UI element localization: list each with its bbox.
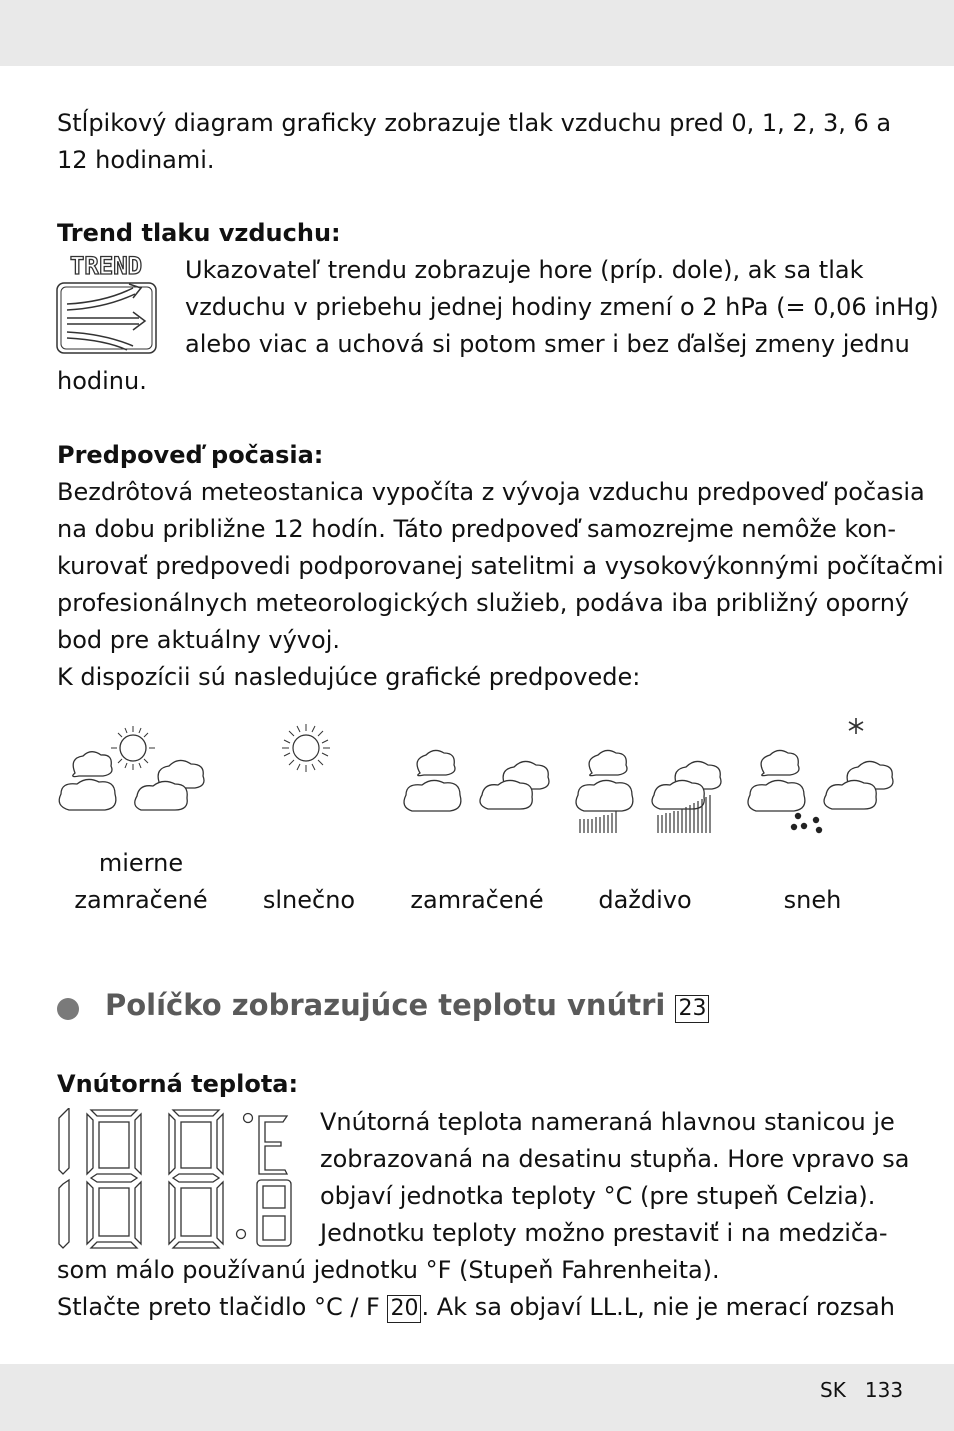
section-ref-number: 23: [675, 995, 709, 1023]
label-sunny: slnečno: [262, 886, 356, 914]
forecast-line-3: kurovať predpovedi podporovanej satelitmi a vysokovýkonnými počítačmi: [57, 552, 944, 580]
indoor-line-6: [57, 1289, 895, 1326]
section-title-text: Políčko zobrazujúce teplotu vnútri: [105, 988, 666, 1022]
top-bar: [0, 0, 954, 66]
trend-icon: [55, 252, 159, 355]
intro-line-2: 12 hodinami.: [57, 146, 215, 174]
indoor-line-4: Jednotku teploty možno prestaviť i na medziča-: [320, 1219, 888, 1247]
celsius-fahrenheit-button-ref: 20: [387, 1295, 421, 1323]
trend-line-1: Ukazovateľ trendu zobrazuje hore (príp. dole), ak sa tlak: [185, 256, 864, 284]
trend-line-4: hodinu.: [57, 367, 147, 395]
lcd-temperature-display-icon: [55, 1108, 295, 1256]
intro-line-1: Stĺpikový diagram graficky zobrazuje tlak vzduchu pred 0, 1, 2, 3, 6 a: [57, 109, 892, 137]
indoor-line-5: som málo používanú jednotku °F (Stupeň Fahrenheita).: [57, 1256, 720, 1284]
section-title: [105, 988, 709, 1023]
forecast-line-6: K dispozícii sú nasledujúce grafické predpovede:: [57, 663, 641, 691]
indoor-line-6-b: . Ak sa objaví LL.L, nie je merací rozsah: [421, 1293, 895, 1321]
sunny-icon: [272, 718, 342, 778]
label-snow: sneh: [783, 886, 842, 914]
indoor-line-1: Vnútorná teplota nameraná hlavnou stanicou je: [320, 1108, 895, 1136]
indoor-line-2: zobrazovaná na desatinu stupňa. Hore vpravo sa: [320, 1145, 910, 1173]
forecast-line-5: bod pre aktuálny vývoj.: [57, 626, 340, 654]
label-partly-cloudy-line-2: zamračené: [74, 886, 208, 914]
rainy-icon: [570, 745, 730, 837]
label-cloudy: zamračené: [410, 886, 544, 914]
forecast-heading: Predpoveď počasia:: [57, 441, 324, 469]
trend-line-3: alebo viac a uchová si potom smer i bez ďalšej zmeny jednu: [185, 330, 910, 358]
footer-page-number: 133: [864, 1378, 904, 1402]
label-partly-cloudy-line-1: mierne: [98, 849, 184, 877]
section-bullet: [57, 998, 79, 1020]
indoor-line-3: objaví jednotka teploty °C (pre stupeň Celzia).: [320, 1182, 876, 1210]
forecast-line-2: na dobu približne 12 hodín. Táto predpoveď samozrejme nemôže kon-: [57, 515, 897, 543]
bottom-bar: [0, 1364, 954, 1431]
forecast-line-4: profesionálnych meteorologických služieb, podáva iba približný oporný: [57, 589, 910, 617]
trend-icon-label: TREND: [69, 252, 143, 280]
footer: [820, 1378, 903, 1402]
indoor-heading: Vnútorná teplota:: [57, 1070, 299, 1098]
trend-line-2: vzduchu v priebehu jednej hodiny zmení o 2 hPa (= 0,06 inHg): [185, 293, 939, 321]
snow-icon: [742, 712, 902, 837]
label-rainy: daždivo: [598, 886, 692, 914]
partly-cloudy-icon: [55, 718, 215, 818]
forecast-line-1: Bezdrôtová meteostanica vypočíta z vývoja vzduchu predpoveď počasia: [57, 478, 925, 506]
indoor-line-6-a: Stlačte preto tlačidlo °C / F: [57, 1293, 388, 1321]
trend-heading: Trend tlaku vzduchu:: [57, 219, 341, 247]
footer-language: SK: [820, 1378, 846, 1402]
cloudy-icon: [398, 745, 558, 820]
